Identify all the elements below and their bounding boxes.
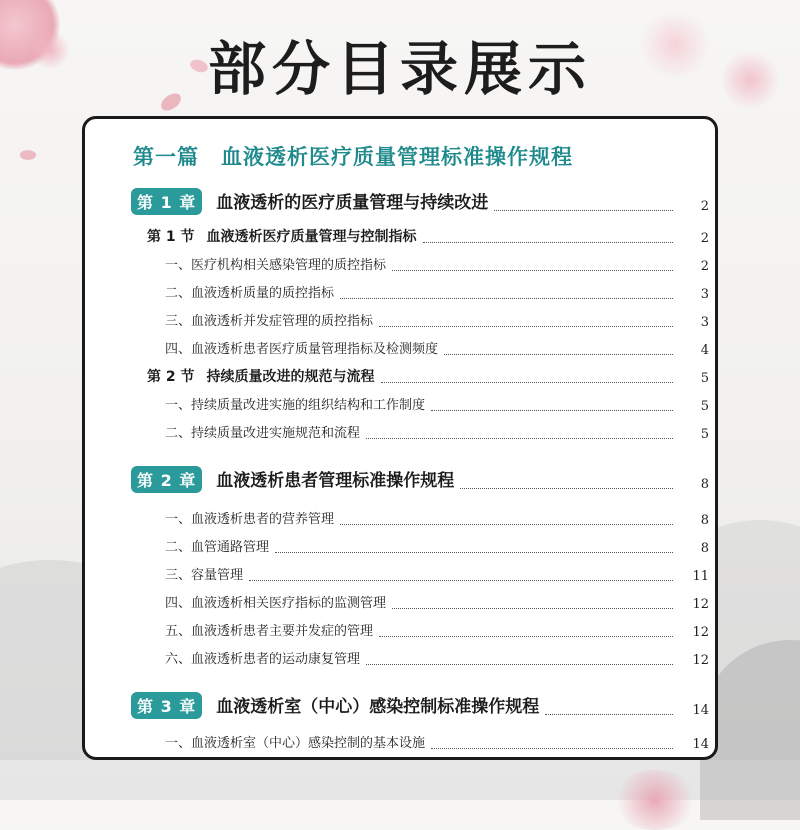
page-number: 4: [700, 343, 709, 358]
page-number: 14: [692, 703, 709, 718]
item-title: 四、血液透析相关医疗指标的监测管理: [165, 596, 387, 611]
dot-leader: [444, 354, 673, 355]
item-title: 一、持续质量改进实施的组织结构和工作制度: [165, 398, 426, 413]
item-title: 三、血液透析并发症管理的质控指标: [165, 314, 374, 329]
item-title: 二、血液透析质量的质控指标: [165, 286, 335, 301]
dot-leader: [340, 524, 673, 525]
section-number: 第 2 节: [147, 369, 195, 385]
toc-card: [82, 116, 718, 760]
dot-leader: [431, 410, 673, 411]
toc-item: [85, 251, 715, 277]
toc-item: [85, 391, 715, 417]
toc-section: [85, 363, 715, 389]
page-number: 12: [692, 653, 709, 668]
toc-chapter-1: [85, 191, 715, 217]
page-number: 5: [700, 427, 709, 442]
toc-section: [85, 223, 715, 249]
page-number: 2: [700, 199, 709, 214]
dot-leader: [379, 326, 673, 327]
item-title: 一、血液透析患者的营养管理: [165, 512, 335, 527]
dot-leader: [494, 210, 673, 211]
toc-chapter-2: [85, 469, 715, 495]
dot-leader: [340, 298, 673, 299]
toc-item: [85, 533, 715, 559]
toc-item: [85, 505, 715, 531]
dot-leader: [366, 438, 673, 439]
page-number: 14: [692, 737, 709, 752]
toc-item: [85, 279, 715, 305]
dot-leader: [431, 748, 673, 749]
page-number: 3: [700, 287, 709, 302]
toc-item: [85, 561, 715, 587]
dot-leader: [545, 714, 673, 715]
toc-item: [85, 617, 715, 643]
chapter-badge: 第 2 章: [131, 466, 202, 493]
page-number: 2: [700, 259, 709, 274]
item-title: 二、血管通路管理: [165, 540, 270, 555]
page-number: 5: [700, 371, 709, 386]
section-number: 第 1 节: [147, 229, 195, 245]
toc-item: [85, 307, 715, 333]
chapter-badge: 第 1 章: [131, 188, 202, 215]
toc-chapter-3: [85, 695, 715, 721]
page-number: 12: [692, 597, 709, 612]
dot-leader: [423, 242, 674, 243]
page-number: 5: [700, 399, 709, 414]
page-number: 12: [692, 625, 709, 640]
dot-leader: [381, 382, 674, 383]
chapter-title: 血液透析患者管理标准操作规程: [216, 471, 455, 491]
dot-leader: [366, 664, 673, 665]
dot-leader: [392, 608, 673, 609]
toc-item: [85, 729, 715, 755]
page-number: 8: [700, 477, 709, 492]
toc-item: [85, 335, 715, 361]
toc-item: [85, 419, 715, 445]
section-title: 持续质量改进的规范与流程: [206, 369, 375, 385]
item-title: 五、血液透析患者主要并发症的管理: [165, 624, 374, 639]
toc-item: [85, 645, 715, 671]
item-title: 二、持续质量改进实施规范和流程: [165, 426, 361, 441]
dot-leader: [249, 580, 673, 581]
page-number: 8: [700, 541, 709, 556]
toc-item: [85, 589, 715, 615]
dot-leader: [379, 636, 673, 637]
page-number: 3: [700, 315, 709, 330]
page-number: 2: [700, 231, 709, 246]
chapter-badge: 第 3 章: [131, 692, 202, 719]
dot-leader: [460, 488, 673, 489]
part-title: 第一篇 血液透析医疗质量管理标准操作规程: [133, 145, 573, 169]
page-number: 11: [692, 569, 709, 584]
item-title: 一、医疗机构相关感染管理的质控指标: [165, 258, 387, 273]
item-title: 三、容量管理: [165, 568, 244, 583]
chapter-title: 血液透析的医疗质量管理与持续改进: [216, 193, 489, 213]
page-title: 部分目录展示: [207, 35, 592, 103]
item-title: 一、血液透析室（中心）感染控制的基本设施: [165, 736, 426, 751]
dot-leader: [392, 270, 673, 271]
dot-leader: [275, 552, 673, 553]
item-title: 四、血液透析患者医疗质量管理指标及检测频度: [165, 342, 439, 357]
chapter-title: 血液透析室（中心）感染控制标准操作规程: [216, 697, 540, 717]
page-number: 8: [700, 513, 709, 528]
section-title: 血液透析医疗质量管理与控制指标: [206, 229, 417, 245]
item-title: 六、血液透析患者的运动康复管理: [165, 652, 361, 667]
